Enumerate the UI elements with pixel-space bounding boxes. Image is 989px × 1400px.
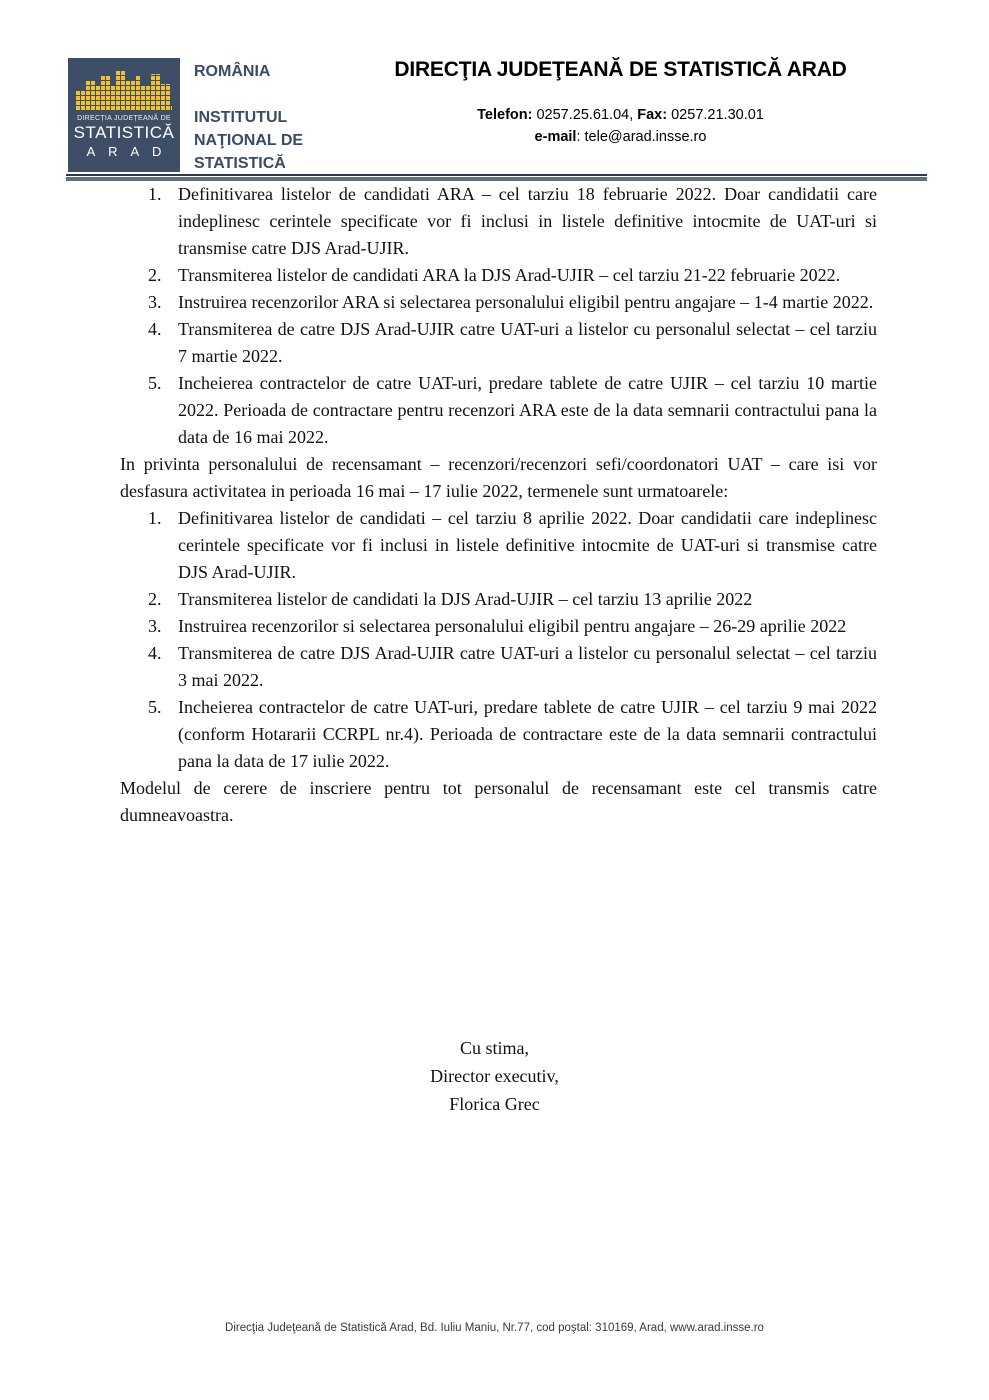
fax-value: 0257.21.30.01 <box>667 107 764 123</box>
header-title-block <box>346 58 895 148</box>
contact-info <box>346 104 895 148</box>
list-item <box>148 262 877 289</box>
list-item-number: 5. <box>148 697 162 717</box>
phone-label: Telefon: <box>477 107 533 123</box>
list-item-text: Transmiterea de catre DJS Arad-UJIR catre UAT-uri a listelor cu personalul selectat – cel tarziu 7 martie 2022. <box>178 319 877 366</box>
list-item <box>148 370 877 451</box>
ara-deadlines-list <box>120 181 877 451</box>
institute-line1: INSTITUTUL <box>194 109 288 126</box>
institute-name-block <box>194 60 303 175</box>
letter-body <box>120 181 877 829</box>
list-item-text: Instruirea recenzorilor si selectarea personalului eligibil pentru angajare – 26-29 aprilie 2022 <box>178 616 847 636</box>
list-item-text: Definitivarea listelor de candidati – cel tarziu 8 aprilie 2022. Doar candidatii care indeplinesc cerintele specificate vor fi inclusi in listele definitive intocmite de UAT-uri si transmise catre DJS Arad-UJIR. <box>178 508 877 582</box>
list-item-text: Transmiterea de catre DJS Arad-UJIR catre UAT-uri a listelor cu personalul selectat – cel tarziu 3 mai 2022. <box>178 643 877 690</box>
header-divider <box>66 174 927 181</box>
email-label: e-mail <box>534 129 577 145</box>
signature-block <box>0 1034 989 1118</box>
list-item-text: Incheierea contractelor de catre UAT-uri, predare tablete de catre UJIR – cel tarziu 10 martie 2022. Perioada de contractare pentru recenzori ARA este de la data semnarii contractului pana la data de 16 mai 2022. <box>178 373 877 447</box>
list-item <box>148 640 877 694</box>
recensamant-deadlines-list <box>120 505 877 775</box>
list-item <box>148 613 877 640</box>
list-item <box>148 289 877 316</box>
list-item-text: Transmiterea listelor de candidati ARA la DJS Arad-UJIR – cel tarziu 21-22 februarie 2022. <box>178 265 841 285</box>
list-item-number: 3. <box>148 292 162 312</box>
letterhead <box>66 56 925 174</box>
list-item-text: Incheierea contractelor de catre UAT-uri, predare tablete de catre UJIR – cel tarziu 9 mai 2022 (conform Hotararii CCRPL nr.4). Perioada de contractare este de la data semnarii contractului pana la data de 17 iulie 2022. <box>178 697 877 771</box>
list-item-number: 2. <box>148 265 162 285</box>
email-line <box>346 126 895 148</box>
institute-line3: STATISTICĂ <box>194 155 286 172</box>
list-item-number: 3. <box>148 616 162 636</box>
list-item-number: 5. <box>148 373 162 393</box>
list-item <box>148 505 877 586</box>
fax-label: Fax: <box>637 107 668 123</box>
footer-address: Direcţia Judeţeană de Statistică Arad, Bd. Iuliu Maniu, Nr.77, cod poştal: 310169, Arad, www.arad.insse.ro <box>225 1322 764 1334</box>
djs-arad-logo <box>68 58 180 172</box>
list-item-text: Definitivarea listelor de candidati ARA – cel tarziu 18 februarie 2022. Doar candidatii care indeplinesc cerintele specificate vor fi inclusi in listele definitive intocmite de UAT-uri si transmise catre DJS Arad-UJIR. <box>178 184 877 258</box>
directorate-title: DIRECŢIA JUDEŢEANĂ DE STATISTICĂ ARAD <box>394 58 847 81</box>
closing-salutation: Cu stima, <box>459 1038 529 1058</box>
email-value: : tele@arad.insse.ro <box>576 129 707 145</box>
country-label: ROMÂNIA <box>194 63 271 80</box>
list-item-number: 4. <box>148 643 162 663</box>
paragraph-model-cerere: Modelul de cerere de inscriere pentru tot personalul de recensamant este cel transmis catre dumneavoastra. <box>120 778 877 825</box>
phone-fax-line <box>346 104 895 126</box>
list-item <box>148 694 877 775</box>
list-item <box>148 181 877 262</box>
list-item-number: 2. <box>148 589 162 609</box>
paragraph-recensamant: In privinta personalului de recensamant – recenzori/recenzori sefi/coordonatori UAT – care isi vor desfasura activitatea in perioada 16 mai – 17 iulie 2022, termenele sunt urmatoarele: <box>120 454 877 501</box>
list-item <box>148 586 877 613</box>
logo-text-line2: STATISTICĂ <box>73 123 175 142</box>
signer-title: Director executiv, <box>430 1066 559 1086</box>
list-item-number: 1. <box>148 184 162 204</box>
phone-value: 0257.25.61.04, <box>532 107 638 123</box>
logo-text-line1: DIRECȚIA JUDEȚEANĂ DE <box>77 115 171 122</box>
institute-line2: NAŢIONAL DE <box>194 132 304 149</box>
skyline-chart-icon <box>76 66 172 111</box>
logo-text-line3: A R A D <box>86 144 167 159</box>
list-item-number: 1. <box>148 508 162 528</box>
signer-name: Florica Grec <box>449 1094 540 1114</box>
list-item <box>148 316 877 370</box>
list-item-number: 4. <box>148 319 162 339</box>
list-item-text: Instruirea recenzorilor ARA si selectarea personalului eligibil pentru angajare – 1-4 martie 2022. <box>178 292 874 312</box>
list-item-text: Transmiterea listelor de candidati la DJS Arad-UJIR – cel tarziu 13 aprilie 2022 <box>178 589 753 609</box>
